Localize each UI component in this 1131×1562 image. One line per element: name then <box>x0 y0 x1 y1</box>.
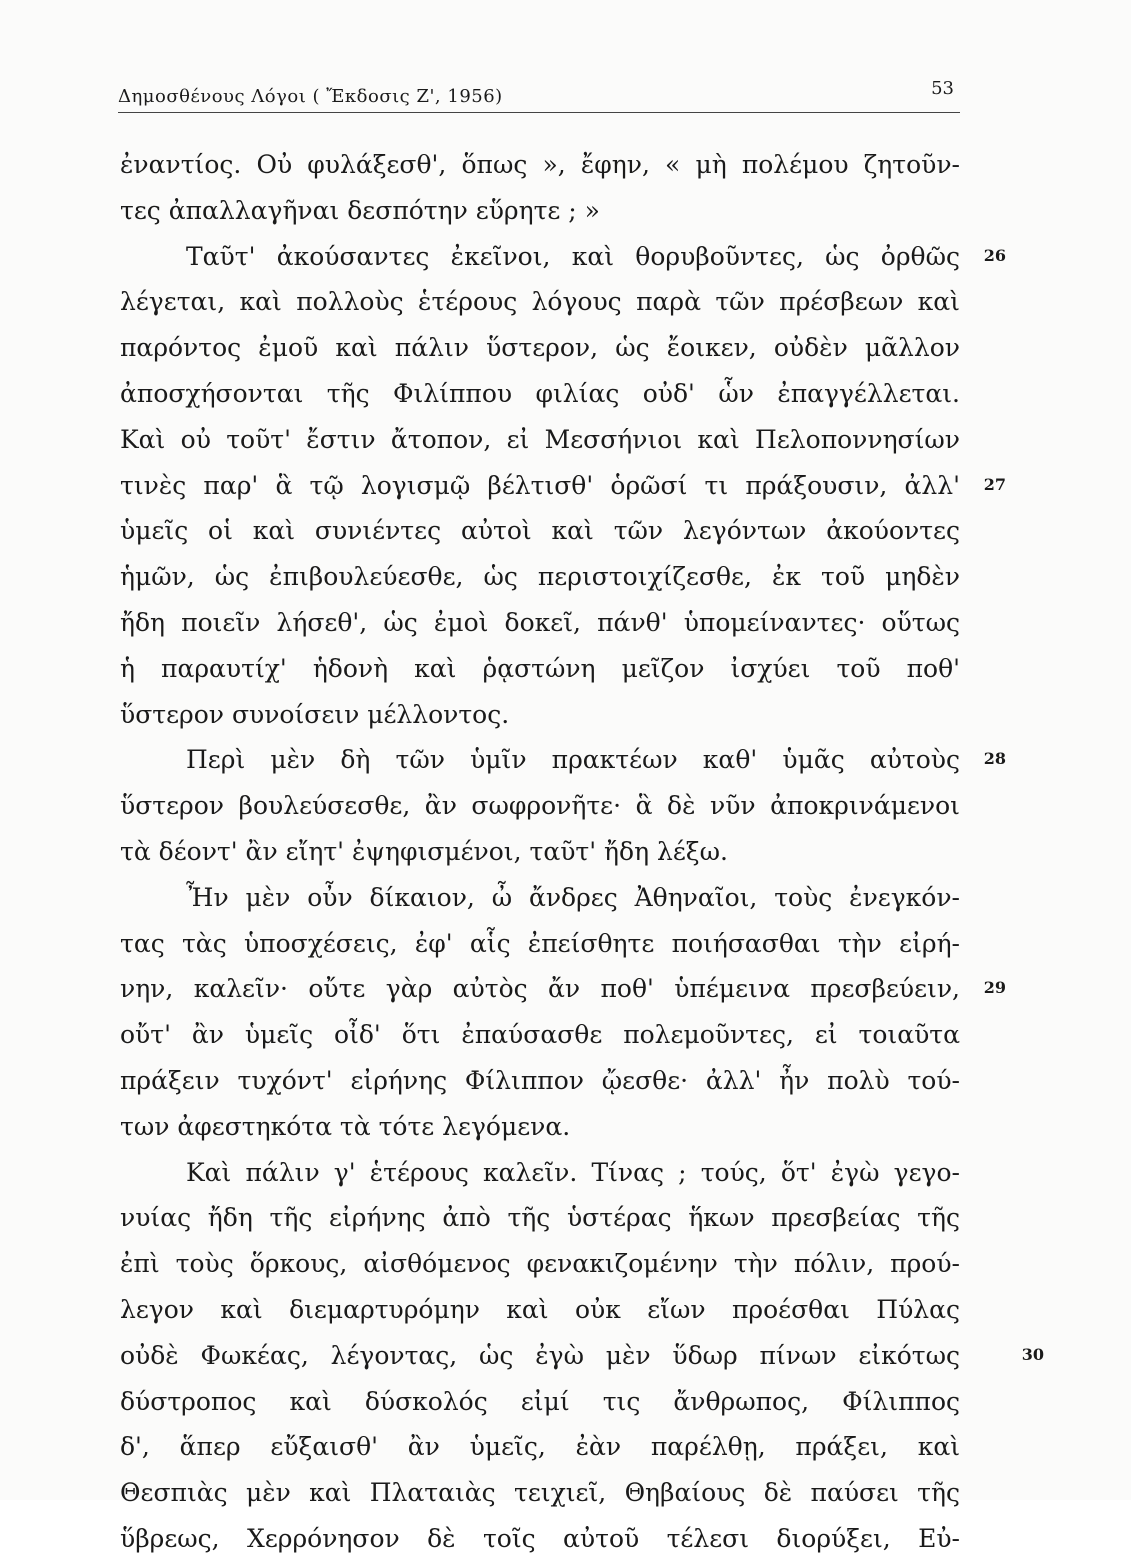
text-line <box>120 1241 960 1287</box>
line-text: δ', ἅπερ εὔξαισθ' ἂν ὑμεῖς, ἐὰν παρέλθῃ, πράξει, καὶ <box>120 1432 960 1462</box>
running-header <box>118 78 960 113</box>
text-line <box>120 783 960 829</box>
running-title: Δημοσθένους Λόγοι ( Ἔκδοσις Ζ', 1956) <box>118 86 503 107</box>
text-line <box>120 829 960 875</box>
line-text: ὕβρεως, Χερρόνησον δὲ τοῖς αὐτοῦ τέλεσι διορύξει, Εὐ- <box>120 1523 960 1553</box>
text-line <box>120 142 960 188</box>
line-text: τες ἀπαλλαγῆναι δεσπότην εὕρητε ; » <box>120 195 600 225</box>
text-line <box>120 1150 960 1196</box>
text-line <box>120 188 960 234</box>
line-text: παρόντος ἐμοῦ καὶ πάλιν ὕστερον, ὡς ἔοικεν, οὐδὲν μᾶλλον <box>120 333 960 363</box>
line-text: ἡ παραυτίχ' ἡδονὴ καὶ ῥᾳστώνη μεῖζον ἰσχύει τοῦ ποθ' <box>120 653 960 683</box>
line-text: ὕστερον συνοίσειν μέλλοντος. <box>120 699 510 729</box>
text-line <box>120 554 960 600</box>
section-number: 30 <box>1021 1344 1044 1364</box>
line-text: Καὶ οὐ τοῦτ' ἔστιν ἄτοπον, εἰ Μεσσήνιοι καὶ Πελοποννησίων <box>120 424 960 454</box>
section-number: 29 <box>983 978 1006 998</box>
text-line <box>120 1287 960 1333</box>
section-number: 27 <box>983 474 1006 494</box>
line-text: οὐδὲ Φωκέας, λέγοντας, ὡς ἐγὼ μὲν ὕδωρ πίνων εἰκότως <box>120 1340 960 1370</box>
line-text: των ἀφεστηκότα τὰ τότε λεγόμενα. <box>120 1111 571 1141</box>
line-text: ὕστερον βουλεύσεσθε, ἂν σωφρονῆτε· ἃ δὲ νῦν ἀποκρινάμενοι <box>120 791 960 821</box>
text-line <box>120 1195 960 1241</box>
line-text: ἀποσχήσονται τῆς Φιλίππου φιλίας οὐδ' ὧν ἐπαγγέλλεται. <box>120 378 960 408</box>
line-text: δύστροπος καὶ δύσκολός εἰμί τις ἄνθρωπος, Φίλιππος <box>120 1386 960 1416</box>
line-text: ἐπὶ τοὺς ὅρκους, αἰσθόμενος φενακιζομένην τὴν πόλιν, πρού- <box>120 1249 960 1279</box>
text-line <box>120 646 960 692</box>
line-text: ἤδη ποιεῖν λήσεθ', ὡς ἐμοὶ δοκεῖ, πάνθ' ὑπομείναντες· οὕτως <box>120 607 960 637</box>
text-line <box>120 371 960 417</box>
text-line <box>120 234 1006 280</box>
text-line <box>120 600 960 646</box>
text-line <box>120 1424 960 1470</box>
text-line <box>120 1516 960 1562</box>
line-text: πράξειν τυχόντ' εἰρήνης Φίλιππον ᾤεσθε· ἀλλ' ἦν πολὺ τού- <box>120 1065 960 1095</box>
text-line <box>120 1012 960 1058</box>
line-text: Καὶ πάλιν γ' ἑτέρους καλεῖν. Τίνας ; τούς, ὅτ' ἐγὼ γεγο- <box>186 1157 960 1187</box>
line-text: νην, καλεῖν· οὔτε γὰρ αὐτὸς ἄν ποθ' ὑπέμεινα πρεσβεύειν, <box>120 974 960 1004</box>
line-text: ὑμεῖς οἱ καὶ συνιέντες αὐτοὶ καὶ τῶν λεγόντων ἀκούοντες <box>120 516 960 546</box>
line-text: τας τὰς ὑποσχέσεις, ἐφ' αἷς ἐπείσθητε ποιήσασθαι τὴν εἰρή- <box>120 928 960 958</box>
main-text <box>120 142 1044 1562</box>
text-line <box>120 508 960 554</box>
text-line <box>120 1104 960 1150</box>
text-line <box>120 966 1006 1012</box>
line-text: νυίας ἤδη τῆς εἰρήνης ἀπὸ τῆς ὑστέρας ἥκων πρεσβείας τῆς <box>120 1203 960 1233</box>
page-number: 53 <box>931 78 954 99</box>
section-number: 28 <box>983 749 1006 769</box>
text-line <box>120 1379 960 1425</box>
section-number: 26 <box>983 245 1006 265</box>
line-text: Ταῦτ' ἀκούσαντες ἐκεῖνοι, καὶ θορυβοῦντες, ὡς ὀρθῶς <box>186 241 960 271</box>
text-line <box>120 417 960 463</box>
line-text: ἐναντίος. Οὐ φυλάξεσθ', ὅπως », ἔφην, « μὴ πολέμου ζητοῦν- <box>120 150 960 179</box>
text-line <box>120 1333 1044 1379</box>
text-line <box>120 875 960 921</box>
line-text: λεγον καὶ διεμαρτυρόμην καὶ οὐκ εἴων προέσθαι Πύλας <box>120 1294 960 1324</box>
text-line <box>120 921 960 967</box>
text-line <box>120 1058 960 1104</box>
text-line <box>120 279 960 325</box>
text-line <box>120 692 960 738</box>
line-text: τὰ δέοντ' ἂν εἴητ' ἐψηφισμένοι, ταῦτ' ἤδη λέξω. <box>120 836 728 866</box>
text-line <box>120 463 1006 509</box>
text-line <box>120 325 960 371</box>
line-text: Περὶ μὲν δὴ τῶν ὑμῖν πρακτέων καθ' ὑμᾶς αὐτοὺς <box>186 745 960 775</box>
line-text: λέγεται, καὶ πολλοὺς ἑτέρους λόγους παρὰ τῶν πρέσβεων καὶ <box>120 287 960 317</box>
line-text: οὔτ' ἂν ὑμεῖς οἶδ' ὅτι ἐπαύσασθε πολεμοῦντες, εἰ τοιαῦτα <box>120 1020 960 1050</box>
line-text: ἡμῶν, ὡς ἐπιβουλεύεσθε, ὡς περιστοιχίζεσθε, ἐκ τοῦ μηδὲν <box>120 562 960 592</box>
text-line <box>120 1470 960 1516</box>
line-text: τινὲς παρ' ἃ τῷ λογισμῷ βέλτισθ' ὁρῶσί τι πράξουσιν, ἀλλ' <box>120 470 960 500</box>
line-text: Ἦν μὲν οὖν δίκαιον, ὦ ἄνδρες Ἀθηναῖοι, τοὺς ἐνεγκόν- <box>186 882 960 912</box>
line-text: Θεσπιὰς μὲν καὶ Πλαταιὰς τειχιεῖ, Θηβαίους δὲ παύσει τῆς <box>120 1478 960 1508</box>
text-line <box>120 737 1006 783</box>
